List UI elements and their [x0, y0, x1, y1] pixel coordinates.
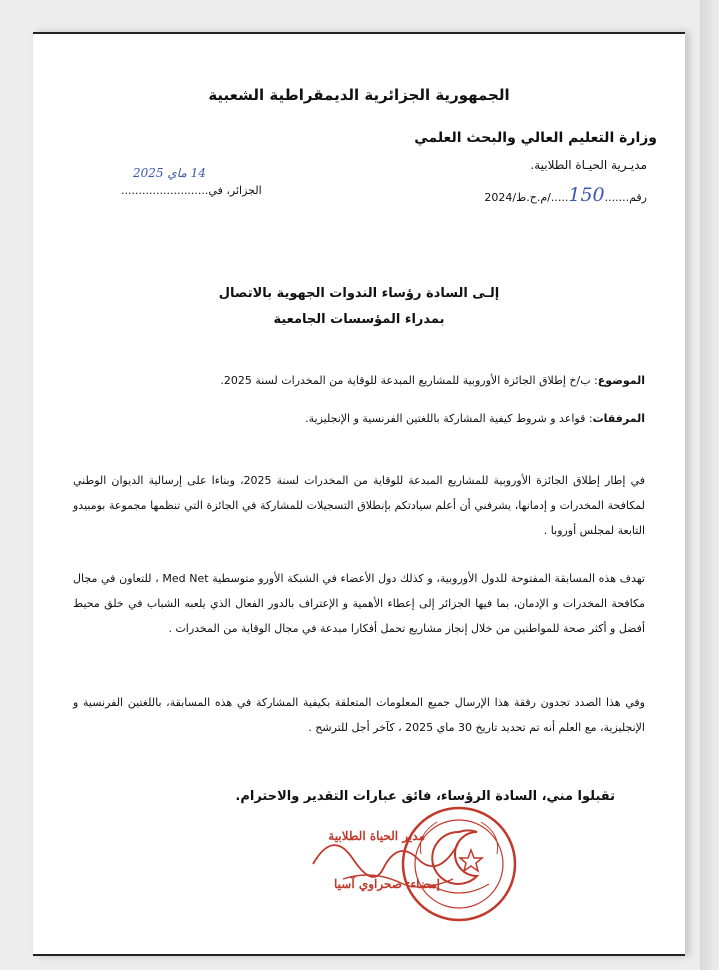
closing-line: تقبلوا مني، السادة الرؤساء، فائق عبارات التقدير والاحترام. [235, 789, 615, 804]
attachments-text: : قواعد و شروط كيفية المشاركة باللغتين الفرنسية و الإنجليزية. [305, 412, 593, 425]
republic-heading: الجمهورية الجزائرية الديمقراطية الشعبية [208, 86, 510, 104]
addressee-line-2: بمدراء المؤسسات الجامعية [273, 312, 445, 327]
subject-text: : ب/خ إطلاق الجائزة الأوروبية للمشاريع المبدعة للوقاية من المخدرات لسنة 2025. [220, 374, 598, 387]
signature-title: مدير الحياة الطلابية [328, 829, 425, 843]
place-date: الجزائر، في......................... [121, 184, 262, 197]
subject-label: الموضوع [597, 374, 645, 387]
subject-line [73, 368, 645, 393]
attachments-line [73, 406, 645, 431]
page-shadow [700, 0, 719, 970]
addressee-line-1: إلـى السادة رؤساء الندوات الجهوية بالاتصال [218, 286, 500, 301]
body-paragraph-1: في إطار إطلاق الجائزة الأوروبية للمشاريع المبدعة للوقاية من المخدرات لسنة 2025، وبناءا على إرسالية الديوان الوطني لمكافحة المخدرات و إدمانها، يشرفني أن أعلم سيادتكم بإنطلاق التسجيلات للمشاركة في الجائزة التي تنظمها مجموعة بومبيدو التابعة لمجلس أوروبا . [73, 474, 645, 537]
attachments-label: المرفقات [592, 412, 645, 425]
ministry-name: وزارة التعليم العالي والبحث العلمي [414, 130, 657, 146]
directorate-name: مديـرية الحيـاة الطلابية. [530, 158, 647, 172]
document-page [33, 32, 685, 956]
ref-handwritten-number: 150 [568, 184, 605, 206]
reference-number [484, 184, 647, 206]
ref-suffix: ...../م.ح.ط/2024 [484, 191, 569, 204]
handwritten-date: 14 ماي 2025 [133, 166, 206, 180]
body-paragraph-2: تهدف هذه المسابقة المفتوحة للدول الأوروبية، و كذلك دول الأعضاء في الشبكة الأورو متوسطية Med Net ، للتعاون في مجال مكافحة المخدرات و الإدمان، بما فيها الجزائر إلى إعطاء الأهمية و الإعتراف بالدور الفعال الذي يلعبه الشباب في خلق محيط أفضل و أكثر صحة للمواطنين من خلال إنجاز مشاريع تحمل أفكارا مبدعة في مجال الوقاية من المخدرات . [73, 572, 645, 635]
body-paragraph-3: وفي هذا الصدد تجدون رفقة هذا الإرسال جميع المعلومات المتعلقة بكيفية المشاركة في هذه المسابقة، باللغتين الفرنسية و الإنجليزية، مع العلم أنه تم تحديد تاريخ 30 ماي 2025 ، كآخر أجل للترشح . [73, 696, 645, 734]
ref-prefix: رقم....... [604, 191, 647, 204]
signature-name: إمضاء: صحراوي آسيا [334, 877, 440, 891]
